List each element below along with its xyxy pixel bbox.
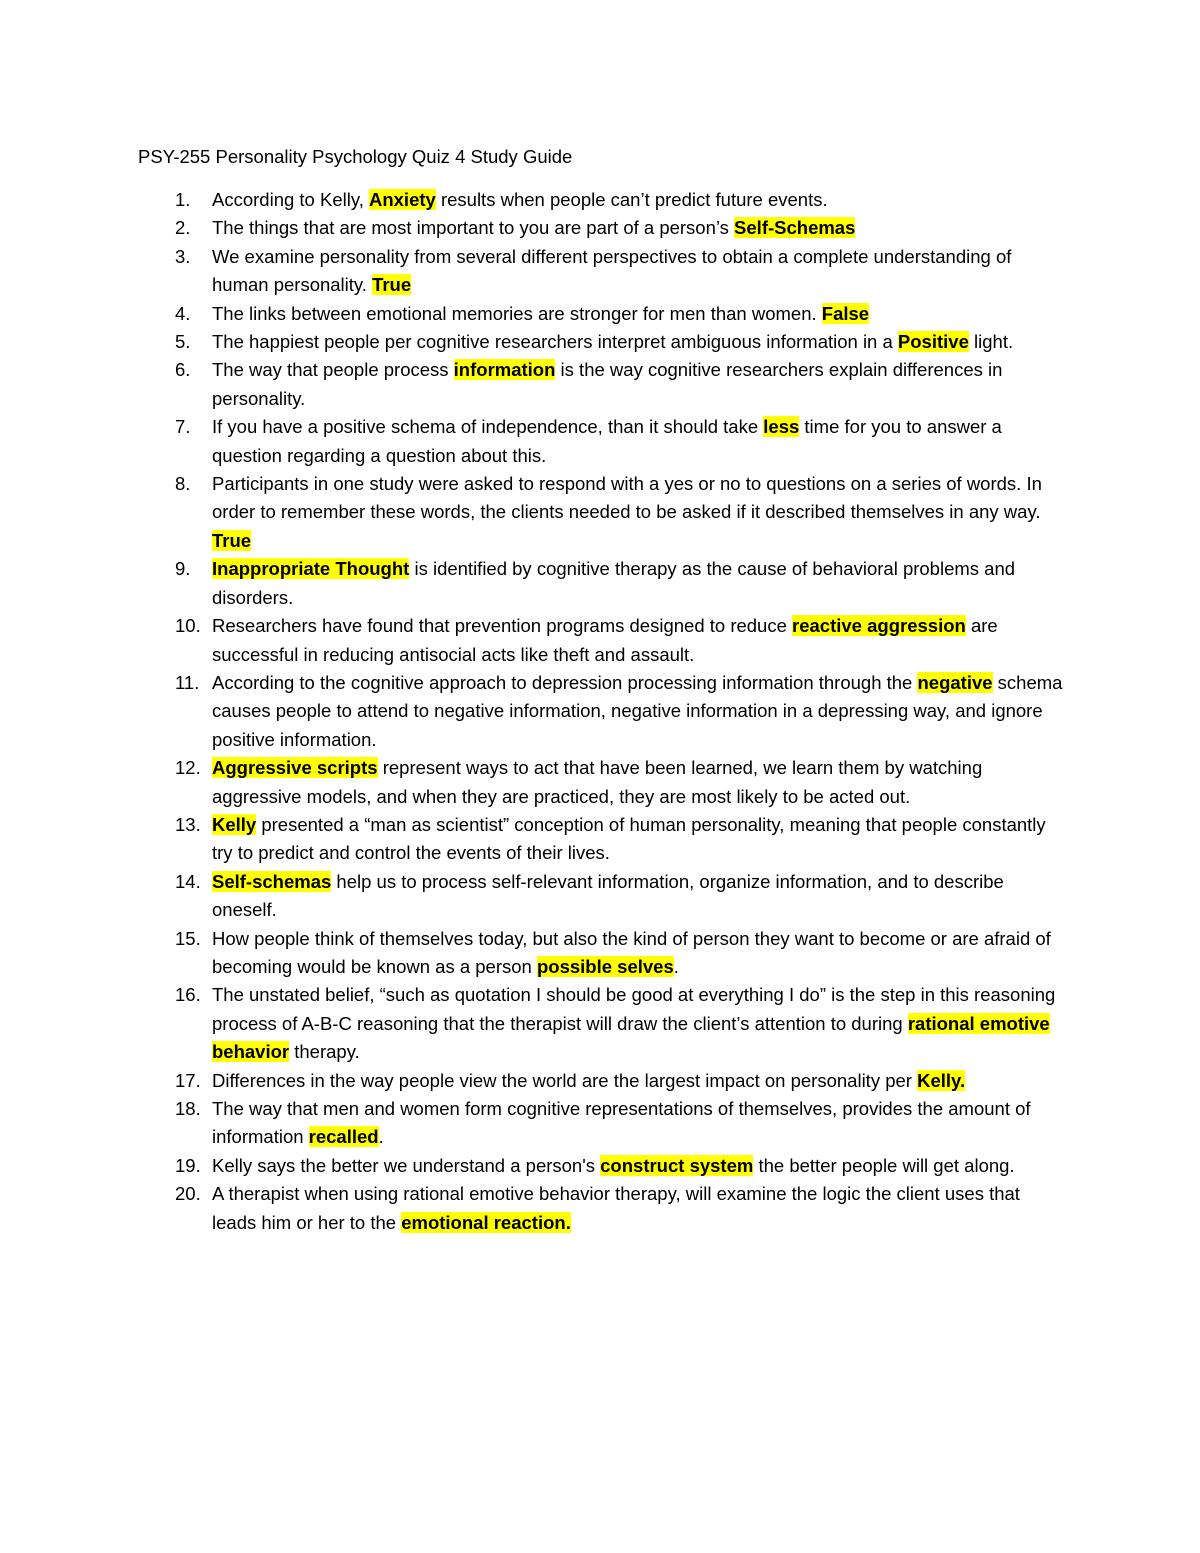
question-number: 15.	[175, 927, 201, 949]
question-number: 9.	[175, 558, 191, 580]
question-text-end: is identified by cognitive therapy as the cause of behavioral problems and disorders.	[212, 558, 1016, 608]
question-text: The happiest people per cognitive researchers interpret ambiguous information in a	[212, 331, 898, 353]
highlighted-answer: Self-schemas	[212, 870, 332, 892]
question-text-end: results when people can’t predict future events.	[435, 189, 828, 210]
question-text-end: schema causes people to attend to negative information, negative information in a depressing way, and ignore positive information.	[212, 671, 1063, 750]
highlighted-answer: Kelly.	[917, 1069, 966, 1091]
question-text-end: therapy.	[289, 1041, 360, 1063]
list-item	[138, 356, 1068, 413]
highlighted-answer: rational emotive behavior	[212, 1012, 1050, 1063]
list-item	[138, 470, 1068, 555]
question-text-end: the better people will get along.	[753, 1154, 1015, 1176]
question-number: 13.	[175, 813, 201, 835]
list-item	[138, 811, 1068, 868]
question-text: We examine personality from several different perspectives to obtain a complete understanding of human personality.	[212, 245, 1012, 296]
question-number: 14.	[175, 870, 201, 892]
highlighted-answer: Positive	[897, 331, 969, 353]
question-text: Participants in one study were asked to respond with a yes or no to questions on a series of words. In order to remember these words, the clients needed to be asked if it described themselves in any way.	[212, 473, 1042, 523]
question-text-end: help us to process self-relevant information, organize information, and to describe oneself.	[212, 870, 1004, 921]
list-item	[138, 1067, 1068, 1095]
highlighted-answer: Self-Schemas	[734, 217, 856, 239]
list-item	[138, 328, 1068, 356]
question-text: A therapist when using rational emotive behavior therapy, will examine the logic the client uses that leads him or her to the	[212, 1183, 1020, 1233]
list-item	[138, 300, 1068, 328]
page-title: PSY-255 Personality Psychology Quiz 4 Study Guide	[138, 146, 573, 167]
highlighted-answer: less	[763, 416, 800, 438]
question-text: Kelly says the better we understand a person's	[212, 1154, 601, 1176]
question-text: The way that men and women form cognitive representations of themselves, provides the amount of information	[212, 1098, 1031, 1148]
question-text: The unstated belief, “such as quotation I should be good at everything I do” is the step in this reasoning process of A-B-C reasoning that the therapist will draw the client’s attention to during	[212, 984, 1056, 1034]
question-text: Differences in the way people view the world are the largest impact on personality per	[212, 1069, 918, 1091]
question-text-end: light.	[968, 331, 1014, 353]
question-text-end: represent ways to act that have been learned, we learn them by watching aggressive models, and when they are practiced, they are most likely to be acted out.	[212, 757, 983, 807]
list-item	[138, 669, 1068, 754]
question-text: Researchers have found that prevention programs designed to reduce	[212, 615, 793, 637]
question-text-end: time for you to answer a question regarding a question about this.	[212, 416, 1002, 466]
highlighted-answer: recalled	[308, 1126, 379, 1148]
highlighted-answer: Aggressive scripts	[212, 757, 378, 779]
question-text: How people think of themselves today, but also the kind of person they want to become or are afraid of becoming would be known as a person	[212, 927, 1051, 977]
question-number: 2.	[175, 217, 191, 239]
highlighted-answer: True	[212, 529, 252, 551]
list-item	[138, 754, 1068, 811]
question-list	[138, 186, 1068, 1237]
question-number: 17.	[175, 1069, 201, 1091]
question-text: The things that are most important to you are part of a person’s	[212, 217, 735, 239]
list-item	[138, 925, 1068, 982]
list-item	[138, 1180, 1068, 1237]
list-item	[138, 413, 1068, 470]
question-text: The links between emotional memories are stronger for men than women.	[212, 302, 822, 324]
list-item	[138, 214, 1068, 242]
highlighted-answer: Inappropriate Thought	[212, 558, 410, 580]
list-item	[138, 1095, 1068, 1152]
question-number: 18.	[175, 1098, 201, 1119]
question-text: According to Kelly,	[212, 189, 369, 210]
list-item	[138, 555, 1068, 612]
highlighted-answer: information	[453, 359, 556, 381]
list-item	[138, 868, 1068, 925]
list-item	[138, 612, 1068, 669]
list-item	[138, 1152, 1068, 1180]
highlighted-answer: False	[821, 302, 870, 324]
question-number: 12.	[175, 757, 201, 779]
highlighted-answer: negative	[917, 671, 993, 693]
question-number: 19.	[175, 1154, 201, 1176]
highlighted-answer: Kelly	[212, 813, 257, 835]
question-number: 20.	[175, 1183, 201, 1205]
question-text-end: is the way cognitive researchers explain differences in personality.	[212, 359, 1003, 409]
question-text: The way that people process	[212, 359, 454, 381]
highlighted-answer: construct system	[600, 1154, 754, 1176]
question-text-end: .	[378, 1126, 384, 1148]
question-text-end: are successful in reducing antisocial acts like theft and assault.	[212, 615, 998, 665]
question-number: 1.	[175, 189, 191, 210]
question-number: 6.	[175, 359, 191, 381]
question-text-end: presented a “man as scientist” conception of human personality, meaning that people constantly try to predict and control the events of their lives.	[212, 813, 1046, 864]
question-text: According to the cognitive approach to depression processing information through the	[212, 671, 918, 693]
highlighted-answer: Anxiety	[368, 189, 436, 210]
question-number: 10.	[175, 615, 201, 637]
question-number: 5.	[175, 331, 191, 353]
question-number: 7.	[175, 416, 191, 438]
question-number: 8.	[175, 473, 191, 495]
list-item	[138, 243, 1068, 300]
question-number: 11.	[175, 671, 200, 693]
question-text-end: .	[673, 955, 679, 977]
question-number: 3.	[175, 245, 191, 267]
question-text: If you have a positive schema of independence, than it should take	[212, 416, 764, 438]
highlighted-answer: True	[372, 274, 412, 296]
list-item	[138, 981, 1068, 1066]
highlighted-answer: reactive aggression	[792, 615, 966, 637]
list-item	[138, 186, 1068, 214]
highlighted-answer: emotional reaction.	[401, 1211, 571, 1233]
question-number: 4.	[175, 302, 191, 324]
question-number: 16.	[175, 984, 201, 1006]
highlighted-answer: possible selves	[536, 955, 674, 977]
